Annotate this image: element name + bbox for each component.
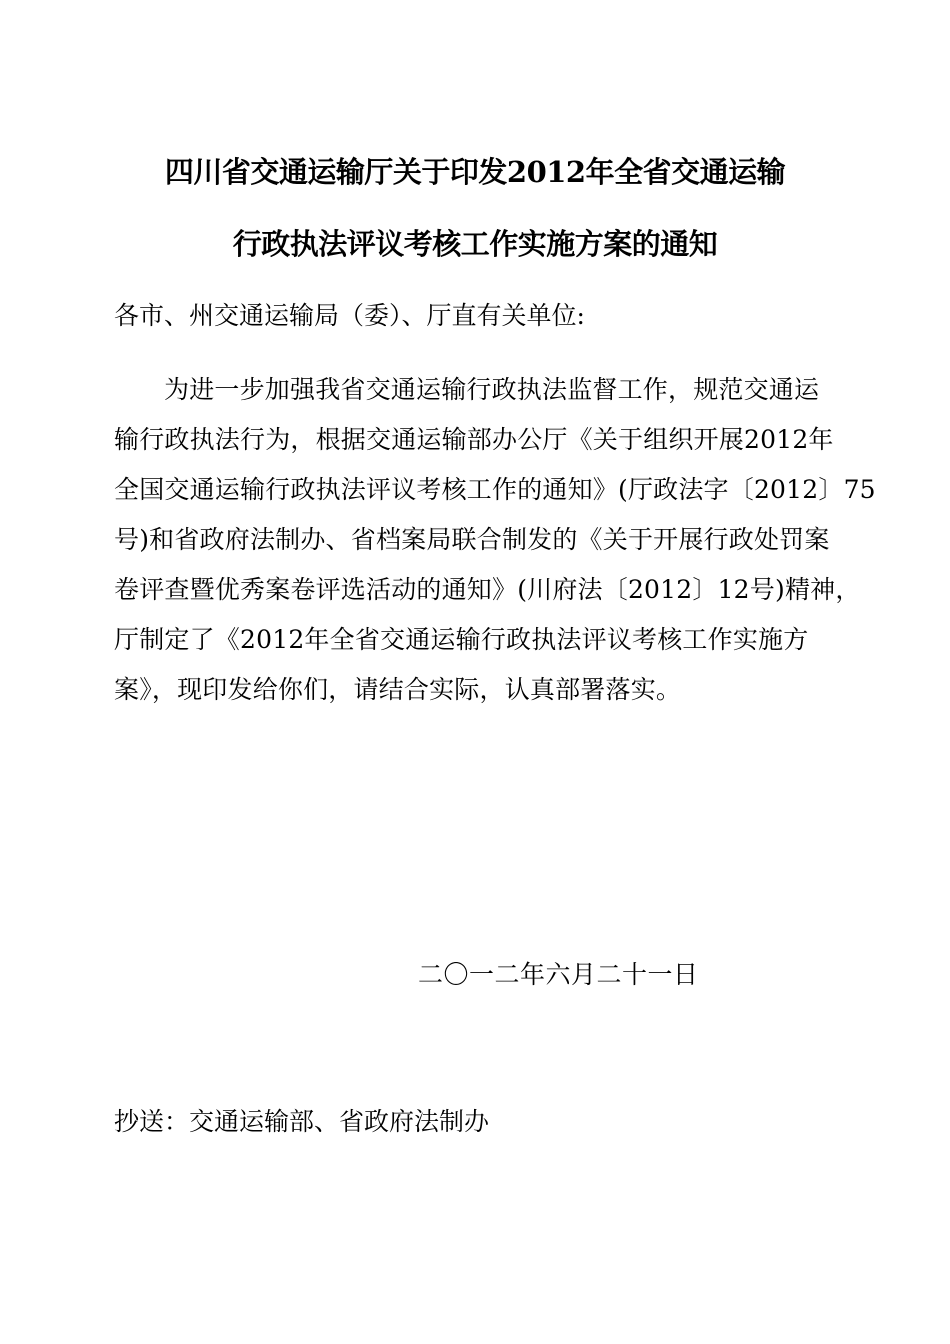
issue-date: 二〇一二年六月二十一日 <box>418 960 699 989</box>
addressee: 各市、州交通运输局（委）、厅直有关单位: <box>114 301 585 330</box>
body-paragraph-line-3: 全国交通运输行政执法评议考核工作的通知》(厅政法字〔2012〕75 <box>114 475 876 504</box>
body-paragraph-line-5: 卷评查暨优秀案卷评选活动的通知》(川府法〔2012〕12号)精神， <box>114 575 861 604</box>
body-paragraph-line-1: 为进一步加强我省交通运输行政执法监督工作，规范交通运 <box>164 375 820 404</box>
body-paragraph-line-6: 厅制定了《2012年全省交通运输行政执法评议考核工作实施方 <box>114 625 809 654</box>
cc-line: 抄送：交通运输部、省政府法制办 <box>114 1107 490 1136</box>
document-title-line-2: 行政执法评议考核工作实施方案的通知 <box>232 227 718 261</box>
body-paragraph-line-2: 输行政执法行为，根据交通运输部办公厅《关于组织开展2012年 <box>114 425 834 454</box>
document-title-line-1: 四川省交通运输厅关于印发2012年全省交通运输 <box>164 155 786 189</box>
body-paragraph-line-4: 号)和省政府法制办、省档案局联合制发的《关于开展行政处罚案 <box>114 525 830 554</box>
body-paragraph-line-7: 案》，现印发给你们，请结合实际，认真部署落实。 <box>114 675 682 704</box>
